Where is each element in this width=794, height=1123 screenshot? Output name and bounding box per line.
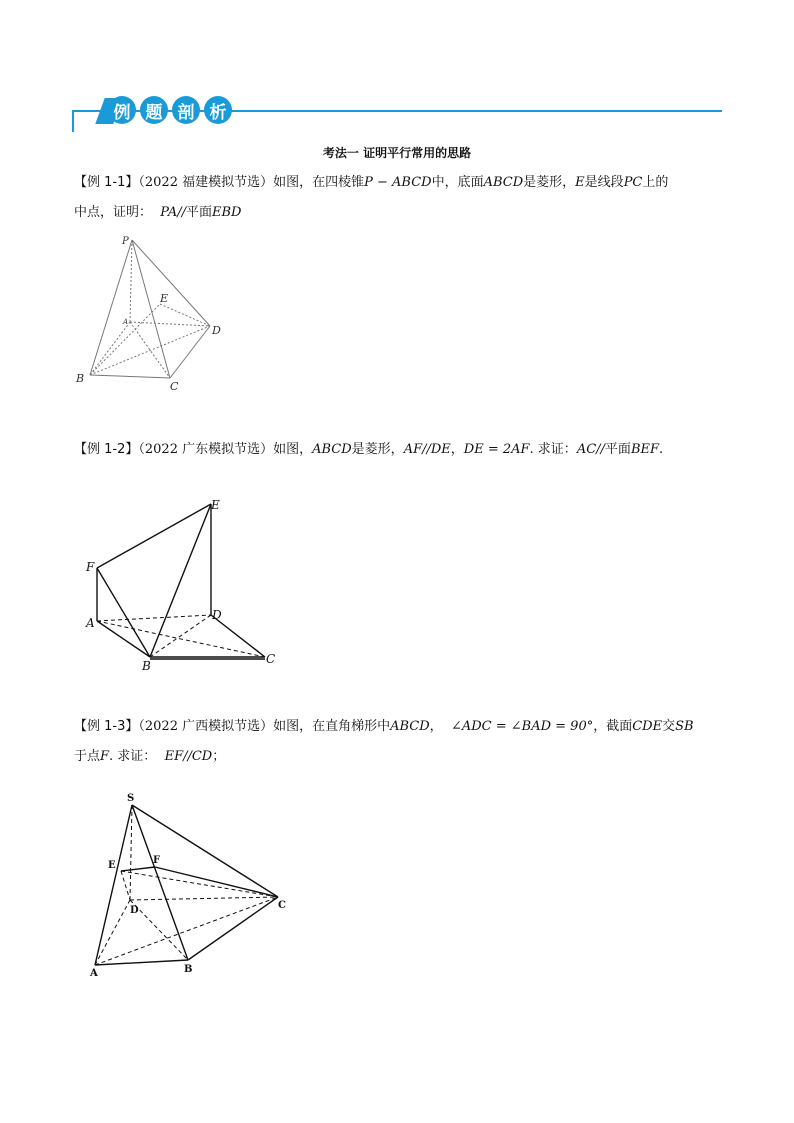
label-b: B: [76, 372, 85, 385]
label-a: A: [90, 968, 98, 979]
edge-ad: [97, 615, 211, 621]
text: 中，底面: [431, 175, 484, 190]
header-badge: 题: [140, 96, 168, 124]
text: 平面: [185, 205, 212, 220]
edge-bc: [90, 375, 170, 378]
example-1-3-text: [74, 712, 724, 772]
edge-bd: [150, 615, 211, 657]
header-badge: 剖: [172, 96, 200, 124]
example-source: （2022 福建模拟节选）: [138, 175, 274, 190]
edge-ef: [121, 867, 155, 871]
edge-da: [95, 900, 130, 965]
math: DE = 2AF: [463, 442, 530, 457]
edge-sb: [132, 805, 188, 960]
label-e: E: [211, 498, 220, 512]
edge-ac: [97, 621, 265, 657]
text: ，: [429, 719, 443, 734]
label-a: A: [123, 318, 129, 326]
math: BEF: [630, 442, 660, 457]
figure-1-2: [80, 495, 290, 675]
label-e: E: [160, 292, 169, 305]
label-b: B: [184, 964, 193, 975]
edge-sa: [95, 805, 132, 965]
example-tag: 【例 1-1】: [74, 175, 139, 190]
label-b: B: [142, 659, 151, 673]
header-badges: [108, 96, 232, 124]
label-d: D: [130, 905, 139, 916]
text: 上的: [642, 175, 669, 190]
example-1-1-text: [74, 168, 724, 228]
math: ABCD: [483, 175, 524, 190]
edge-fc: [155, 867, 278, 897]
text: 是线段: [584, 175, 624, 190]
text: 平面: [604, 442, 631, 457]
text: ；: [212, 749, 226, 764]
section-title: 考法一 证明平行常用的思路: [322, 146, 472, 160]
example-1-2-text: [74, 435, 724, 465]
example-tag: 【例 1-2】: [74, 442, 139, 457]
example-source: （2022 广东模拟节选）: [138, 442, 274, 457]
label-d: D: [212, 324, 221, 337]
edge-ed: [121, 871, 130, 900]
math: CDE: [632, 719, 663, 734]
edge-ec: [121, 871, 278, 897]
label-c: C: [278, 900, 286, 911]
math: AC//: [576, 442, 605, 457]
edge-pa: [130, 240, 132, 322]
math: EF//CD: [164, 749, 213, 764]
edge-sd: [130, 805, 132, 900]
label-f: F: [86, 560, 95, 574]
header-tick: [72, 110, 74, 132]
math: E: [575, 175, 585, 190]
label-e: E: [108, 860, 116, 871]
math: ABCD: [390, 719, 430, 734]
edge-dc: [130, 897, 278, 900]
edge-db: [130, 900, 188, 960]
math: ∠ADC = ∠BAD = 90°: [450, 719, 594, 734]
edge-bc: [188, 897, 278, 960]
label-c: C: [266, 652, 276, 666]
edge-ab: [95, 960, 188, 965]
label-c: C: [170, 380, 179, 393]
math: PA//: [160, 205, 186, 220]
text: 中点，证明：: [74, 205, 153, 220]
text: ，截面: [593, 719, 633, 734]
edge-sc: [132, 805, 278, 897]
label-p: P: [122, 236, 129, 247]
edge-fb: [97, 568, 150, 657]
text: 如图，在四棱锥: [273, 175, 365, 190]
edge-fe: [97, 504, 211, 568]
edge-be: [90, 304, 160, 375]
text: 于点: [74, 749, 101, 764]
figure-1-1: [70, 230, 240, 400]
example-tag: 【例 1-3】: [74, 719, 139, 734]
edge-ab: [97, 621, 150, 657]
text: 如图，在直角梯形中: [273, 719, 391, 734]
example-source: （2022 广西模拟节选）: [138, 719, 274, 734]
label-d: D: [212, 608, 222, 622]
text: . 求证：: [109, 749, 157, 764]
header-badge: 例: [108, 96, 136, 124]
text: 交: [662, 719, 676, 734]
label-s: S: [127, 793, 135, 804]
edge-pb: [90, 240, 132, 375]
math: F: [100, 749, 110, 764]
edge-ed: [160, 304, 210, 326]
text: 是菱形，: [523, 175, 576, 190]
math: AF//DE: [403, 442, 451, 457]
text: 如图，: [273, 442, 313, 457]
math: P − ABCD: [364, 175, 432, 190]
figure-1-3: [80, 790, 300, 985]
math: ABCD: [312, 442, 352, 457]
header-badge: 析: [204, 96, 232, 124]
math: PC: [623, 175, 643, 190]
text: .: [659, 442, 664, 457]
label-f: F: [153, 855, 161, 866]
text: ，: [450, 442, 464, 457]
label-a: A: [86, 616, 95, 630]
math: SB: [675, 719, 694, 734]
text: . 求证：: [529, 442, 577, 457]
text: 是菱形，: [351, 442, 404, 457]
math: EBD: [212, 205, 242, 220]
